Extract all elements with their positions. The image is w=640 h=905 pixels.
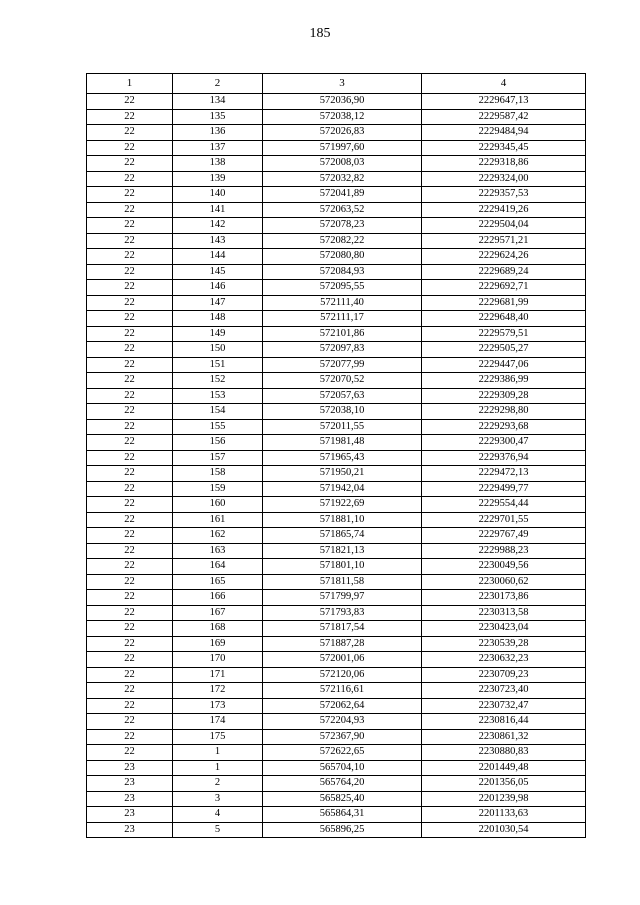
table-cell: 572008,03 [263, 156, 422, 172]
table-row [87, 435, 586, 451]
table-cell: 148 [173, 311, 263, 327]
table-cell: 572120,06 [263, 667, 422, 683]
table-cell: 2229647,13 [422, 94, 586, 110]
table-cell: 571997,60 [263, 140, 422, 156]
table-cell: 151 [173, 357, 263, 373]
table-cell: 571981,48 [263, 435, 422, 451]
table-cell: 22 [87, 249, 173, 265]
table-cell: 156 [173, 435, 263, 451]
table-cell: 22 [87, 264, 173, 280]
table-cell: 2229571,21 [422, 233, 586, 249]
table-cell: 2229447,06 [422, 357, 586, 373]
table-cell: 571865,74 [263, 528, 422, 544]
table-row [87, 249, 586, 265]
table-cell: 572001,06 [263, 652, 422, 668]
table-cell: 22 [87, 373, 173, 389]
table-cell: 147 [173, 295, 263, 311]
table-cell: 22 [87, 745, 173, 761]
table-cell: 2229345,45 [422, 140, 586, 156]
table-row [87, 373, 586, 389]
table-row [87, 497, 586, 513]
table-cell: 2201030,54 [422, 822, 586, 838]
table-row [87, 760, 586, 776]
table-row [87, 295, 586, 311]
table-cell: 22 [87, 543, 173, 559]
table-cell: 572036,90 [263, 94, 422, 110]
table-cell: 572062,64 [263, 698, 422, 714]
table-cell: 22 [87, 280, 173, 296]
table-cell: 22 [87, 481, 173, 497]
table-cell: 3 [173, 791, 263, 807]
table-cell: 142 [173, 218, 263, 234]
column-header: 4 [422, 74, 586, 94]
table-cell: 167 [173, 605, 263, 621]
table-cell: 2229692,71 [422, 280, 586, 296]
table-cell: 2230880,83 [422, 745, 586, 761]
table-cell: 2230313,58 [422, 605, 586, 621]
table-row [87, 140, 586, 156]
table-cell: 2230816,44 [422, 714, 586, 730]
table-cell: 572622,65 [263, 745, 422, 761]
page-number: 185 [309, 26, 331, 41]
table-cell: 23 [87, 760, 173, 776]
table-cell: 22 [87, 125, 173, 141]
table-cell: 169 [173, 636, 263, 652]
table-cell: 140 [173, 187, 263, 203]
table-cell: 2229988,23 [422, 543, 586, 559]
table-row [87, 652, 586, 668]
table-row [87, 311, 586, 327]
table-cell: 2229324,00 [422, 171, 586, 187]
table-row [87, 187, 586, 203]
table-cell: 1 [173, 760, 263, 776]
table-cell: 572038,10 [263, 404, 422, 420]
table-cell: 2229689,24 [422, 264, 586, 280]
column-header: 2 [173, 74, 263, 94]
table-cell: 2230173,86 [422, 590, 586, 606]
table-cell: 22 [87, 404, 173, 420]
table-cell: 141 [173, 202, 263, 218]
table-row [87, 202, 586, 218]
column-header: 3 [263, 74, 422, 94]
table-cell: 134 [173, 94, 263, 110]
table-cell: 572204,93 [263, 714, 422, 730]
table-cell: 2229298,80 [422, 404, 586, 420]
table-cell: 572111,40 [263, 295, 422, 311]
table-cell: 154 [173, 404, 263, 420]
table-row [87, 543, 586, 559]
table-cell: 571811,58 [263, 574, 422, 590]
table-cell: 146 [173, 280, 263, 296]
table-cell: 22 [87, 652, 173, 668]
table-cell: 22 [87, 94, 173, 110]
table-cell: 2230632,23 [422, 652, 586, 668]
table-row [87, 466, 586, 482]
table-cell: 23 [87, 791, 173, 807]
table-row [87, 574, 586, 590]
table-cell: 2229624,26 [422, 249, 586, 265]
table-cell: 571801,10 [263, 559, 422, 575]
table-cell: 571922,69 [263, 497, 422, 513]
table-row [87, 636, 586, 652]
table-row [87, 171, 586, 187]
table-cell: 2230539,28 [422, 636, 586, 652]
table-cell: 572111,17 [263, 311, 422, 327]
table-cell: 2229293,68 [422, 419, 586, 435]
table-row [87, 218, 586, 234]
table-cell: 571881,10 [263, 512, 422, 528]
table-row [87, 698, 586, 714]
table-cell: 22 [87, 419, 173, 435]
table-cell: 174 [173, 714, 263, 730]
table-cell: 22 [87, 311, 173, 327]
table-row [87, 512, 586, 528]
table-cell: 2229309,28 [422, 388, 586, 404]
table-cell: 23 [87, 822, 173, 838]
table-cell: 22 [87, 590, 173, 606]
table-cell: 2 [173, 776, 263, 792]
table-cell: 572082,22 [263, 233, 422, 249]
table-cell: 149 [173, 326, 263, 342]
table-cell: 22 [87, 435, 173, 451]
table-cell: 572095,55 [263, 280, 422, 296]
table-cell: 2229386,99 [422, 373, 586, 389]
table-cell: 22 [87, 187, 173, 203]
table-row [87, 559, 586, 575]
table-cell: 572116,61 [263, 683, 422, 699]
table-cell: 1 [173, 745, 263, 761]
table-cell: 572011,55 [263, 419, 422, 435]
table-cell: 161 [173, 512, 263, 528]
table-cell: 22 [87, 156, 173, 172]
table-cell: 2230060,62 [422, 574, 586, 590]
table-row [87, 605, 586, 621]
table-cell: 2229419,26 [422, 202, 586, 218]
table-cell: 2229504,04 [422, 218, 586, 234]
table-cell: 571821,13 [263, 543, 422, 559]
table-cell: 165 [173, 574, 263, 590]
table-cell: 565704,10 [263, 760, 422, 776]
table-cell: 2229587,42 [422, 109, 586, 125]
table-cell: 572367,90 [263, 729, 422, 745]
table-cell: 22 [87, 171, 173, 187]
table-cell: 572038,12 [263, 109, 422, 125]
table-cell: 144 [173, 249, 263, 265]
table-cell: 166 [173, 590, 263, 606]
table-cell: 571950,21 [263, 466, 422, 482]
table-row [87, 590, 586, 606]
table-cell: 2229318,86 [422, 156, 586, 172]
table-row [87, 233, 586, 249]
table-cell: 571965,43 [263, 450, 422, 466]
table-header-row [87, 74, 586, 94]
table-cell: 572032,82 [263, 171, 422, 187]
table-cell: 159 [173, 481, 263, 497]
table-row [87, 807, 586, 823]
table-cell: 572063,52 [263, 202, 422, 218]
table-cell: 153 [173, 388, 263, 404]
table-cell: 143 [173, 233, 263, 249]
table-cell: 571942,04 [263, 481, 422, 497]
table-cell: 572070,52 [263, 373, 422, 389]
table-cell: 22 [87, 450, 173, 466]
table-cell: 22 [87, 636, 173, 652]
table-cell: 572084,93 [263, 264, 422, 280]
table-cell: 22 [87, 605, 173, 621]
table-cell: 152 [173, 373, 263, 389]
table-cell: 572080,80 [263, 249, 422, 265]
table-cell: 22 [87, 729, 173, 745]
table-cell: 22 [87, 528, 173, 544]
table-row [87, 264, 586, 280]
table-cell: 172 [173, 683, 263, 699]
table-cell: 2230423,04 [422, 621, 586, 637]
coordinates-table [86, 73, 586, 838]
table-cell: 22 [87, 574, 173, 590]
table-cell: 171 [173, 667, 263, 683]
table-cell: 572097,83 [263, 342, 422, 358]
column-header: 1 [87, 74, 173, 94]
table-cell: 22 [87, 388, 173, 404]
table-cell: 22 [87, 109, 173, 125]
table-cell: 565864,31 [263, 807, 422, 823]
table-row [87, 729, 586, 745]
table-cell: 2230732,47 [422, 698, 586, 714]
table-cell: 135 [173, 109, 263, 125]
table-cell: 22 [87, 621, 173, 637]
table-cell: 22 [87, 559, 173, 575]
table-cell: 2229681,99 [422, 295, 586, 311]
table-cell: 2230049,56 [422, 559, 586, 575]
table-cell: 158 [173, 466, 263, 482]
table-cell: 22 [87, 202, 173, 218]
table-row [87, 714, 586, 730]
table-cell: 2201356,05 [422, 776, 586, 792]
table-cell: 2229701,55 [422, 512, 586, 528]
table-cell: 22 [87, 698, 173, 714]
table-row [87, 94, 586, 110]
table-cell: 572078,23 [263, 218, 422, 234]
table-cell: 571887,28 [263, 636, 422, 652]
table-cell: 565825,40 [263, 791, 422, 807]
table-cell: 22 [87, 512, 173, 528]
table-cell: 22 [87, 342, 173, 358]
table-cell: 22 [87, 295, 173, 311]
table-cell: 572026,83 [263, 125, 422, 141]
table-cell: 2201449,48 [422, 760, 586, 776]
table-cell: 168 [173, 621, 263, 637]
table-cell: 22 [87, 357, 173, 373]
table-row [87, 109, 586, 125]
table-cell: 2229484,94 [422, 125, 586, 141]
table-cell: 170 [173, 652, 263, 668]
table-row [87, 667, 586, 683]
table-cell: 22 [87, 683, 173, 699]
table-body [87, 94, 586, 838]
table-cell: 162 [173, 528, 263, 544]
table-row [87, 419, 586, 435]
table-row [87, 280, 586, 296]
table-cell: 150 [173, 342, 263, 358]
table-cell: 163 [173, 543, 263, 559]
table-cell: 5 [173, 822, 263, 838]
table-cell: 2229767,49 [422, 528, 586, 544]
table-row [87, 357, 586, 373]
table-row [87, 342, 586, 358]
table-row [87, 683, 586, 699]
table-cell: 22 [87, 667, 173, 683]
table-cell: 157 [173, 450, 263, 466]
table-cell: 572101,86 [263, 326, 422, 342]
table-row [87, 528, 586, 544]
table-row [87, 621, 586, 637]
table-cell: 22 [87, 218, 173, 234]
table-row [87, 822, 586, 838]
table-cell: 2229357,53 [422, 187, 586, 203]
table-cell: 22 [87, 466, 173, 482]
table-cell: 2229499,77 [422, 481, 586, 497]
table-cell: 155 [173, 419, 263, 435]
table-cell: 22 [87, 326, 173, 342]
table-cell: 2230861,32 [422, 729, 586, 745]
table-cell: 22 [87, 233, 173, 249]
table-row [87, 450, 586, 466]
table-cell: 139 [173, 171, 263, 187]
table-cell: 2229300,47 [422, 435, 586, 451]
table-row [87, 404, 586, 420]
table-cell: 2201239,98 [422, 791, 586, 807]
table-cell: 2229554,44 [422, 497, 586, 513]
table-row [87, 125, 586, 141]
table-cell: 2229376,94 [422, 450, 586, 466]
table-cell: 571817,54 [263, 621, 422, 637]
table-cell: 2229505,27 [422, 342, 586, 358]
table-row [87, 481, 586, 497]
table-cell: 572041,89 [263, 187, 422, 203]
table-row [87, 776, 586, 792]
table-cell: 145 [173, 264, 263, 280]
table-cell: 175 [173, 729, 263, 745]
table-cell: 2229579,51 [422, 326, 586, 342]
table-cell: 23 [87, 776, 173, 792]
table-cell: 565896,25 [263, 822, 422, 838]
table-row [87, 745, 586, 761]
table-cell: 565764,20 [263, 776, 422, 792]
table-cell: 22 [87, 714, 173, 730]
table-row [87, 156, 586, 172]
table-cell: 571793,83 [263, 605, 422, 621]
table-cell: 138 [173, 156, 263, 172]
table-cell: 2229648,40 [422, 311, 586, 327]
table-cell: 2230709,23 [422, 667, 586, 683]
table-cell: 22 [87, 140, 173, 156]
table-cell: 160 [173, 497, 263, 513]
table-cell: 137 [173, 140, 263, 156]
table-cell: 23 [87, 807, 173, 823]
table-cell: 572057,63 [263, 388, 422, 404]
table-cell: 2229472,13 [422, 466, 586, 482]
table-cell: 4 [173, 807, 263, 823]
table-cell: 164 [173, 559, 263, 575]
table-row [87, 326, 586, 342]
table-row [87, 791, 586, 807]
table-cell: 22 [87, 497, 173, 513]
table-cell: 2230723,40 [422, 683, 586, 699]
table-cell: 572077,99 [263, 357, 422, 373]
table-cell: 571799,97 [263, 590, 422, 606]
table-cell: 2201133,63 [422, 807, 586, 823]
table-cell: 136 [173, 125, 263, 141]
table-cell: 173 [173, 698, 263, 714]
table-row [87, 388, 586, 404]
